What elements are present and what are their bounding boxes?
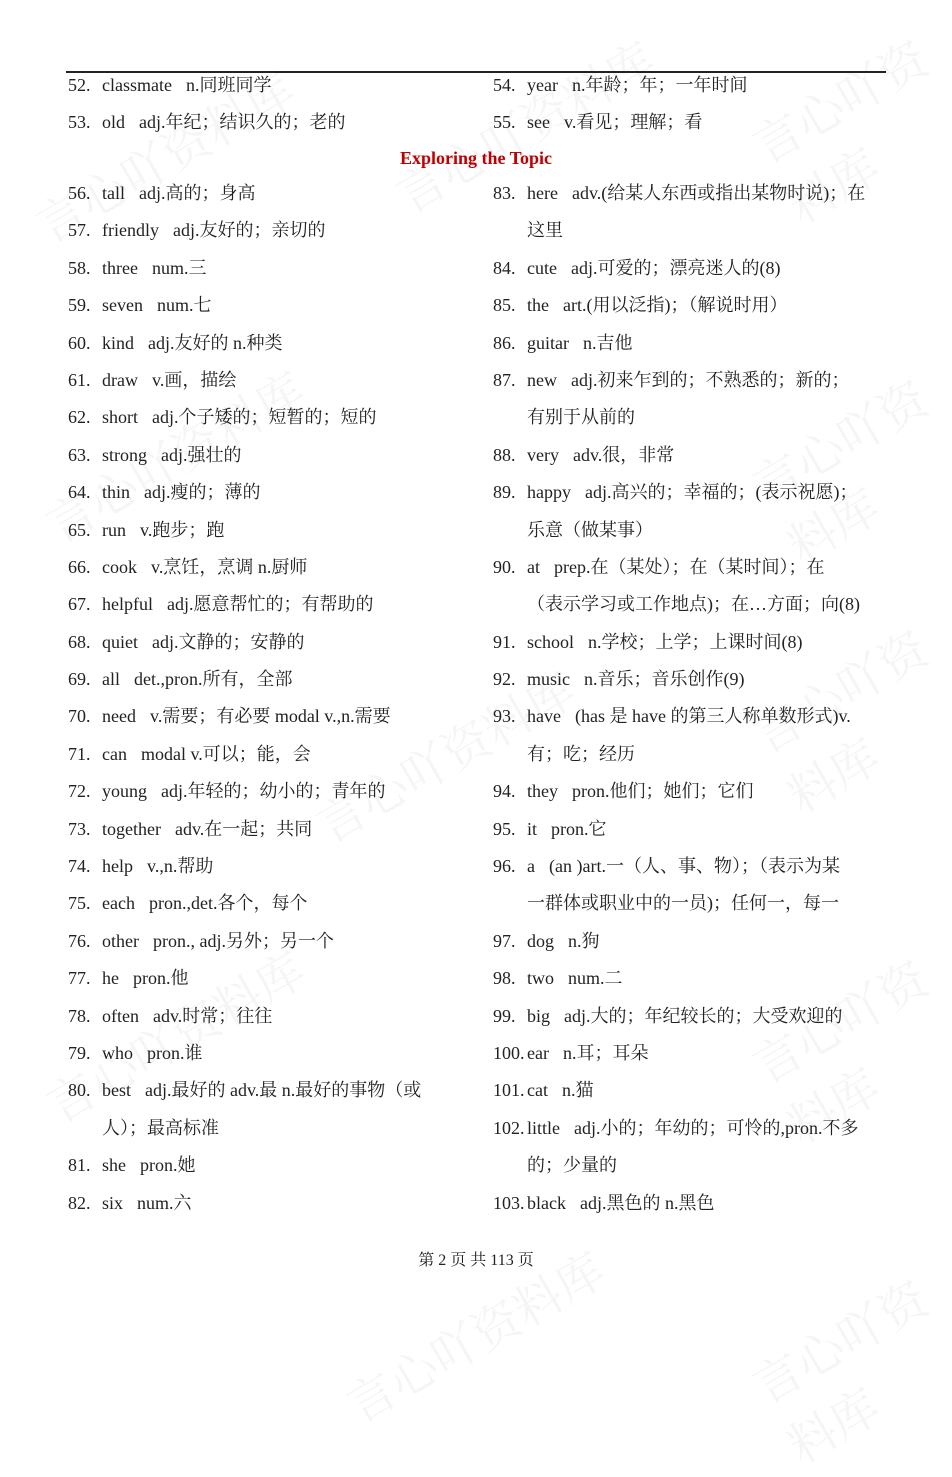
entry-word: the	[527, 295, 549, 316]
entry-definition-continued: 乐意（做某事）	[527, 519, 653, 540]
entry-word: two	[527, 968, 554, 989]
vocab-entry	[68, 212, 421, 249]
entry-definition: adj.小的；年幼的；可怜的,pron.不多	[574, 1117, 859, 1138]
vocab-entry	[68, 698, 421, 735]
entry-word: school	[527, 631, 574, 652]
entry-number: 102.	[493, 1117, 525, 1138]
entry-word: see	[527, 112, 550, 133]
entry-word: all	[102, 669, 120, 690]
entry-definition: num.六	[137, 1192, 192, 1213]
vocab-entry	[493, 437, 865, 474]
entry-definition: (has 是 have 的第三人称单数形式)v.	[574, 706, 851, 727]
entry-word: draw	[102, 369, 138, 390]
entry-definition: pron.谁	[147, 1042, 203, 1063]
vocab-entry	[493, 960, 865, 997]
entry-definition: n.猫	[561, 1080, 594, 1101]
vocab-entry	[68, 960, 421, 997]
entry-word: each	[102, 893, 135, 914]
entry-number: 63.	[68, 444, 91, 465]
entry-number: 90.	[493, 556, 516, 577]
entry-number: 98.	[493, 968, 516, 989]
entry-definition: adj.初来乍到的；不熟悉的；新的；	[571, 369, 850, 390]
entry-definition: pron.他	[133, 968, 189, 989]
vocab-entry	[493, 998, 865, 1035]
vocab-entry	[68, 998, 421, 1035]
vocab-entry	[68, 67, 346, 104]
entry-word: classmate	[102, 75, 172, 95]
entry-number: 58.	[68, 257, 91, 278]
vocab-entry	[68, 736, 421, 773]
entry-number: 91.	[493, 631, 516, 652]
vocab-entry	[493, 773, 865, 810]
entry-definition: adj.年纪；结识久的；老的	[139, 112, 346, 133]
entry-number: 71.	[68, 743, 91, 764]
entry-definition: n.年龄；年；一年时间	[571, 75, 748, 95]
entry-number: 59.	[68, 295, 91, 316]
entry-number: 83.	[493, 183, 516, 203]
entry-word: six	[102, 1192, 124, 1213]
entry-definition: modal v.可以；能，会	[140, 743, 311, 764]
entry-definition: v.烹饪，烹调 n.厨师	[151, 556, 308, 577]
vocab-entry	[493, 1072, 865, 1109]
entry-number: 78.	[68, 1005, 91, 1026]
entry-word: guitar	[527, 332, 569, 353]
entry-definition: art.(用以泛指)；（解说时用）	[563, 295, 788, 316]
entry-number: 94.	[493, 781, 516, 802]
entry-definition-continued: 的；少量的	[527, 1155, 617, 1176]
vocab-entry	[493, 287, 865, 324]
entry-word: other	[102, 930, 139, 951]
entry-word: run	[102, 519, 126, 540]
entry-word: have	[527, 706, 561, 727]
entry-word: often	[102, 1005, 139, 1026]
entry-word: a	[527, 856, 535, 877]
vocab-entry	[68, 773, 421, 810]
entry-number: 97.	[493, 930, 516, 951]
entry-word: year	[527, 75, 558, 95]
entry-word: helpful	[102, 594, 153, 615]
vocab-entry	[68, 250, 421, 287]
entry-definition-continued: 一群体或职业中的一员)；任何一，每一	[527, 893, 839, 914]
entry-word: kind	[102, 332, 135, 353]
entry-number: 52.	[68, 75, 91, 95]
entry-word: at	[527, 556, 540, 577]
entry-definition: num.二	[568, 968, 623, 989]
vocab-entry	[68, 1147, 421, 1184]
entry-number: 84.	[493, 257, 516, 278]
entry-word: she	[102, 1155, 126, 1176]
entry-number: 68.	[68, 631, 91, 652]
vocab-entry	[68, 624, 421, 661]
vocab-entry	[493, 923, 865, 960]
vocab-entry	[493, 661, 865, 698]
entry-definition: n.学校；上学；上课时间(8)	[588, 631, 803, 652]
entry-number: 103.	[493, 1192, 525, 1213]
entry-word: here	[527, 183, 558, 203]
entry-definition: pron., adj.另外；另一个	[152, 930, 334, 951]
entry-definition-continued: 有别于从前的	[527, 407, 635, 428]
entry-definition: adj.最好的 adv.最 n.最好的事物（或	[145, 1080, 422, 1101]
entry-definition: adj.友好的 n.种类	[148, 332, 283, 353]
vocab-entry	[68, 512, 421, 549]
entry-word: best	[102, 1080, 131, 1101]
entry-number: 88.	[493, 444, 516, 465]
vocab-list-right	[493, 175, 865, 1222]
entry-word: new	[527, 369, 557, 390]
vocab-entry	[493, 474, 865, 511]
entry-definition: adj.大的；年纪较长的；大受欢迎的	[564, 1005, 843, 1026]
entry-number: 55.	[493, 112, 516, 133]
entry-definition: v.需要；有必要 modal v.,n.需要	[149, 706, 391, 727]
entry-definition: n.音乐；音乐创作(9)	[584, 669, 745, 690]
entry-definition: adj.高兴的；幸福的；(表示祝愿)；	[585, 482, 858, 503]
vocab-entry	[68, 362, 421, 399]
vocab-entry	[493, 1185, 865, 1222]
entry-word: they	[527, 781, 558, 802]
entry-word: black	[527, 1192, 566, 1213]
entry-definition: prep.在（某处）；在（某时间）；在	[554, 556, 825, 577]
vocab-list-left	[68, 175, 421, 1222]
entry-definition: n.狗	[568, 930, 600, 951]
vocab-entry	[68, 175, 421, 212]
entry-number: 56.	[68, 183, 91, 203]
entry-definition-continued: （表示学习或工作地点)；在…方面；向(8)	[527, 594, 860, 615]
entry-number: 69.	[68, 669, 91, 690]
watermark	[738, 1261, 952, 1477]
entry-number: 80.	[68, 1080, 91, 1101]
vocab-list-top-right	[493, 67, 747, 142]
entry-number: 60.	[68, 332, 91, 353]
vocab-entry	[68, 1072, 421, 1109]
vocab-entry	[68, 325, 421, 362]
entry-definition: adj.文静的；安静的	[152, 631, 305, 652]
vocab-entry	[493, 362, 865, 399]
entry-word: old	[102, 112, 126, 133]
section-title: Exploring the Topic	[399, 148, 553, 168]
vocab-entry	[493, 250, 865, 287]
entry-word: cat	[527, 1080, 548, 1101]
entry-word: help	[102, 856, 133, 877]
entry-definition: adj.个子矮的；短暂的；短的	[152, 407, 377, 428]
entry-definition: adv.在一起；共同	[174, 818, 313, 839]
entry-number: 87.	[493, 369, 516, 390]
entry-word: who	[102, 1042, 133, 1063]
vocab-entry	[68, 474, 421, 511]
entry-number: 53.	[68, 112, 91, 133]
entry-number: 100.	[493, 1042, 525, 1063]
entry-word: cook	[102, 556, 137, 577]
entry-word: seven	[102, 295, 143, 316]
entry-number: 86.	[493, 332, 516, 353]
vocab-entry	[68, 661, 421, 698]
entry-number: 82.	[68, 1192, 91, 1213]
entry-number: 101.	[493, 1080, 525, 1101]
vocab-entry	[68, 549, 421, 586]
entry-definition: (an )art.一（人、事、物）；（表示为某	[549, 856, 840, 877]
entry-number: 75.	[68, 893, 91, 914]
entry-definition: adj.年轻的；幼小的；青年的	[161, 781, 386, 802]
entry-word: cute	[527, 257, 557, 278]
entry-number: 76.	[68, 930, 91, 951]
vocab-entry	[68, 399, 421, 436]
vocab-entry	[68, 848, 421, 885]
entry-definition: adv.时常；往往	[152, 1005, 273, 1026]
entry-definition: n.耳；耳朵	[562, 1042, 649, 1063]
entry-number: 54.	[493, 75, 516, 95]
entry-number: 61.	[68, 369, 91, 390]
entry-definition: num.七	[156, 295, 212, 316]
entry-word: big	[527, 1005, 551, 1026]
entry-word: ear	[527, 1042, 549, 1063]
entry-word: together	[102, 818, 161, 839]
entry-number: 99.	[493, 1005, 516, 1026]
entry-definition: v.跑步；跑	[140, 519, 225, 540]
vocab-entry	[68, 104, 346, 141]
entry-word: strong	[102, 444, 147, 465]
entry-definition: num.三	[151, 257, 207, 278]
entry-definition: adj.友好的；亲切的	[172, 220, 326, 241]
vocab-entry	[68, 885, 421, 922]
entry-definition: adv.(给某人东西或指出某物时说)；在	[571, 183, 866, 203]
entry-word: it	[527, 818, 538, 839]
entry-number: 79.	[68, 1042, 91, 1063]
entry-definition: adv.很，非常	[572, 444, 675, 465]
entry-word: tall	[102, 183, 125, 203]
entry-number: 92.	[493, 669, 516, 690]
entry-word: he	[102, 968, 119, 989]
entry-word: quiet	[102, 631, 138, 652]
vocab-entry	[68, 437, 421, 474]
entry-number: 93.	[493, 706, 516, 727]
vocab-entry	[68, 1035, 421, 1072]
entry-word: friendly	[102, 220, 159, 241]
entry-definition: pron.他们；她们；它们	[572, 781, 754, 802]
entry-number: 70.	[68, 706, 91, 727]
entry-definition: v.画，描绘	[151, 369, 237, 390]
entry-definition: det.,pron.所有，全部	[134, 669, 293, 690]
entry-definition-continued: 有；吃；经历	[527, 743, 635, 764]
vocab-entry	[68, 811, 421, 848]
vocab-entry	[68, 586, 421, 623]
entry-word: can	[102, 743, 127, 764]
entry-word: little	[527, 1117, 560, 1138]
entry-definition: adj.愿意帮忙的；有帮助的	[167, 594, 374, 615]
vocab-entry	[493, 325, 865, 362]
entry-word: three	[102, 257, 138, 278]
entry-definition-continued: 这里	[527, 220, 563, 241]
vocab-entry	[493, 698, 865, 735]
entry-word: young	[102, 781, 147, 802]
entry-definition: adj.黑色的 n.黑色	[579, 1192, 715, 1213]
vocab-entry	[493, 104, 747, 141]
entry-number: 57.	[68, 220, 91, 241]
vocab-entry	[68, 923, 421, 960]
vocab-list-top-left	[68, 67, 346, 142]
entry-number: 64.	[68, 482, 91, 503]
entry-number: 95.	[493, 818, 516, 839]
entry-number: 77.	[68, 968, 91, 989]
entry-number: 62.	[68, 407, 91, 428]
entry-definition: n.同班同学	[185, 75, 272, 95]
entry-number: 81.	[68, 1155, 91, 1176]
entry-definition: adj.强壮的	[161, 444, 242, 465]
entry-word: very	[527, 444, 559, 465]
entry-number: 65.	[68, 519, 91, 540]
entry-definition: v.,n.帮助	[147, 856, 214, 877]
entry-word: short	[102, 407, 138, 428]
entry-number: 85.	[493, 295, 516, 316]
vocab-entry	[493, 175, 865, 212]
vocab-entry	[493, 848, 865, 885]
page-footer: 第 2 页 共 113 页	[418, 1252, 534, 1269]
entry-definition: pron.,det.各个，每个	[148, 893, 308, 914]
entry-definition: adj.高的；身高	[139, 183, 256, 203]
entry-definition: adj.瘦的；薄的	[144, 482, 261, 503]
entry-definition-continued: 人）；最高标准	[102, 1117, 219, 1138]
entry-number: 72.	[68, 781, 91, 802]
entry-definition: n.吉他	[583, 332, 633, 353]
entry-word: need	[102, 706, 136, 727]
vocab-entry	[493, 1035, 865, 1072]
entry-number: 74.	[68, 856, 91, 877]
entry-definition: pron.她	[140, 1155, 196, 1176]
entry-number: 66.	[68, 556, 91, 577]
vocab-entry	[68, 287, 421, 324]
entry-word: thin	[102, 482, 131, 503]
entry-number: 67.	[68, 594, 91, 615]
entry-word: happy	[527, 482, 571, 503]
entry-number: 96.	[493, 856, 516, 877]
entry-definition: pron.它	[551, 818, 607, 839]
vocab-entry	[493, 67, 747, 104]
entry-number: 89.	[493, 482, 516, 503]
entry-definition: adj.可爱的；漂亮迷人的(8)	[570, 257, 781, 278]
entry-number: 73.	[68, 818, 91, 839]
vocab-entry	[493, 1110, 865, 1147]
vocab-entry	[68, 1185, 421, 1222]
entry-word: music	[527, 669, 570, 690]
entry-definition: v.看见；理解；看	[563, 112, 703, 133]
vocab-entry	[493, 811, 865, 848]
vocab-entry	[493, 549, 865, 586]
entry-word: dog	[527, 930, 554, 951]
vocab-entry	[493, 624, 865, 661]
